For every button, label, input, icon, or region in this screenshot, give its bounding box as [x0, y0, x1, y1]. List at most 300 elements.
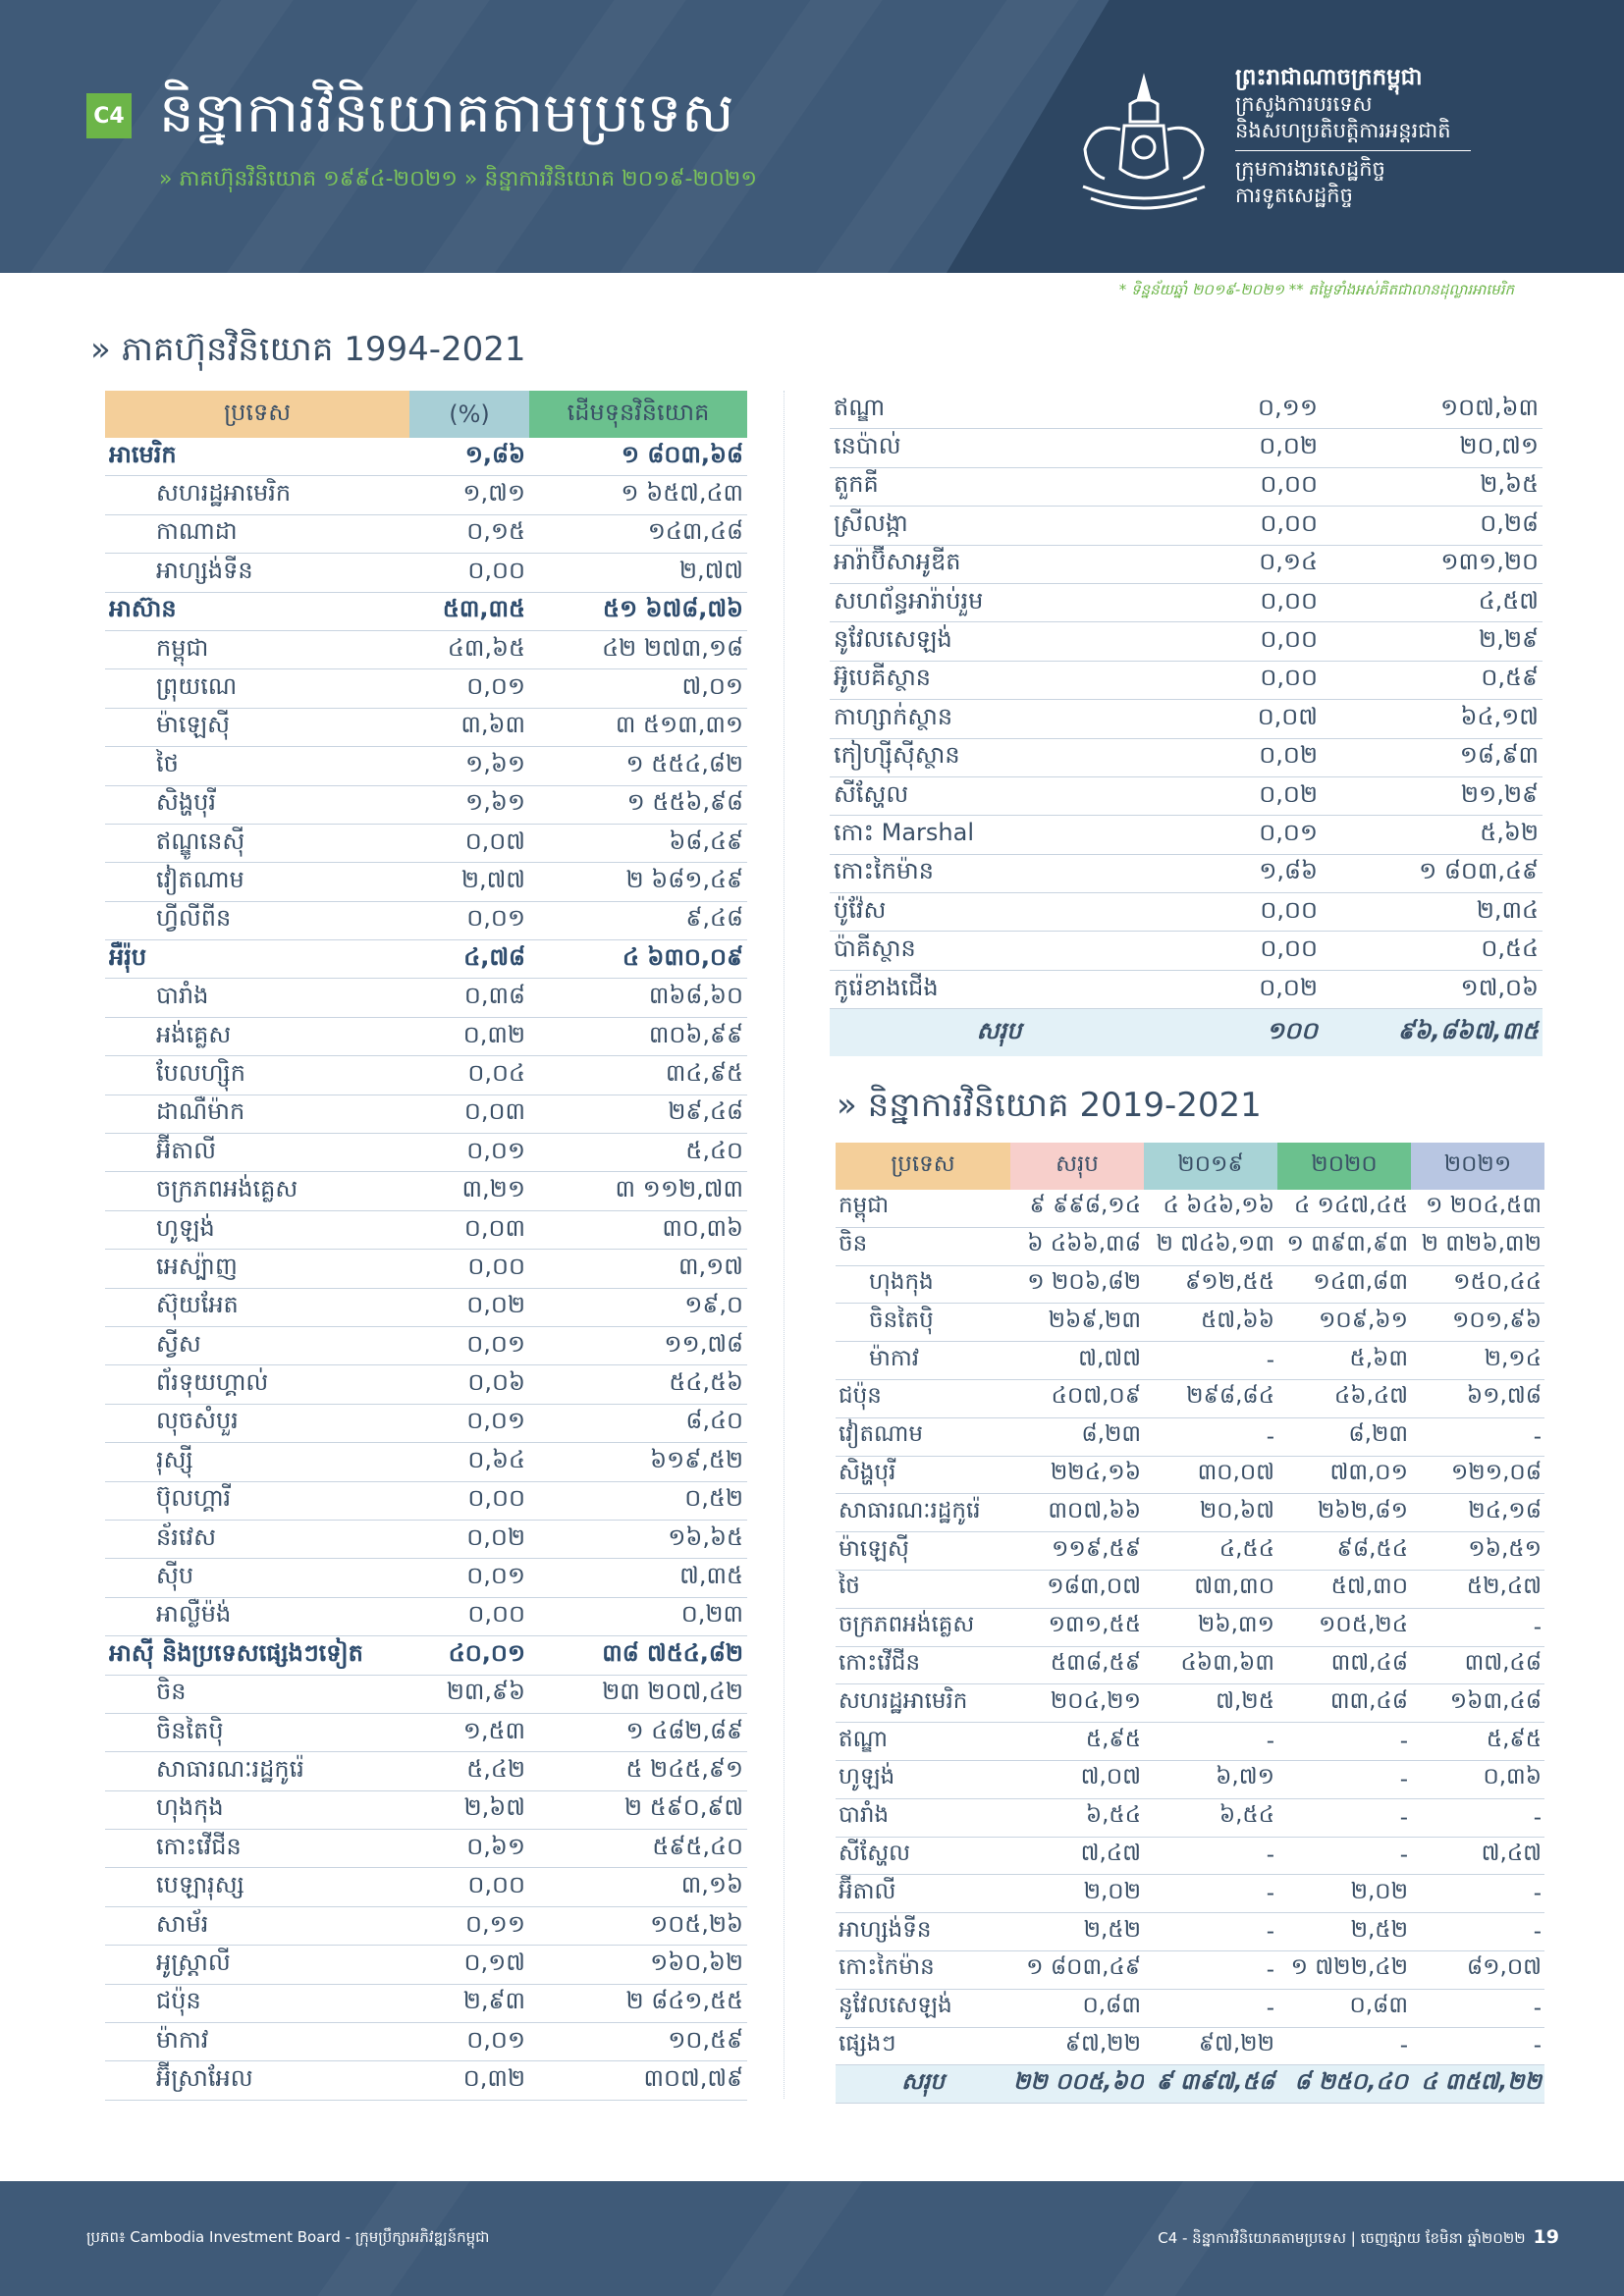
col-header-2019: ២០១៩	[1144, 1143, 1277, 1190]
capital-cell: ១៣១,២០	[1322, 545, 1543, 583]
capital-cell: ១ ៦៥៧,៤៣	[529, 476, 747, 514]
percent-cell: ០,០២	[1168, 776, 1322, 815]
value-2020-cell: ២,០២	[1277, 1875, 1411, 1913]
table-row	[830, 816, 1543, 854]
capital-cell: ៣៨ ៧៥៤,៨២	[529, 1636, 747, 1675]
capital-cell: ២០,៧១	[1322, 429, 1543, 467]
capital-cell: ០,២៨	[1322, 507, 1543, 545]
country-cell: ចិន	[836, 1227, 1010, 1265]
country-cell: សីស្ហែល	[830, 776, 1168, 815]
total-cell: ៧,០៧	[1010, 1760, 1144, 1798]
capital-cell: ៥,៦២	[1322, 816, 1543, 854]
capital-cell: ២៩,៤៨	[529, 1095, 747, 1133]
percent-cell: ០,០០	[1168, 622, 1322, 661]
value-2020-cell: ២,៥២	[1277, 1913, 1411, 1951]
table-row	[836, 1265, 1544, 1304]
table-row	[105, 1868, 747, 1906]
table-row	[836, 1608, 1544, 1646]
percent-cell: ០,០១	[409, 669, 529, 708]
value-2019-cell: -	[1144, 1837, 1277, 1875]
country-cell: ម៉ាឡេស៊ី	[105, 708, 409, 746]
capital-cell: ៥៤,៥៦	[529, 1365, 747, 1404]
value-2021-cell: ៨១,០៧	[1411, 1950, 1544, 1989]
col-header-2020: ២០២០	[1277, 1143, 1411, 1190]
country-cell: ន័រវេស	[105, 1520, 409, 1558]
country-cell: ថៃ	[836, 1570, 1010, 1608]
value-2020-cell: ៥៧,៣០	[1277, 1570, 1411, 1608]
value-2019-cell: ៧,២៥	[1144, 1684, 1277, 1723]
table-row	[830, 893, 1543, 932]
country-cell: កោះវើជីន	[105, 1830, 409, 1868]
ministry-block	[1235, 65, 1471, 209]
capital-cell: ១ ៤៨២,៨៩	[529, 1713, 747, 1751]
country-cell: សិង្ហបុរី	[836, 1456, 1010, 1494]
footer-info	[1158, 2226, 1559, 2251]
col-header-capital: ដើមទុនវិនិយោគ	[529, 391, 747, 438]
data-note: * ទិន្នន័យឆ្នាំ ២០១៩-២០២១ ** តម្លៃទាំងអស់គិតជាលានដុល្លារអាមេរិក	[1118, 281, 1514, 298]
total-2021: ៤ ៣៥៧,២២	[1411, 2065, 1544, 2104]
percent-cell: ០,០១	[409, 1326, 529, 1364]
column-divider	[784, 391, 785, 2099]
capital-cell: ០,៥៤	[1322, 932, 1543, 970]
total-label: សរុប	[830, 1009, 1168, 1057]
percent-cell: ២,៧៧	[409, 863, 529, 901]
table-row	[105, 1984, 747, 2022]
total-cell: ២០៤,២១	[1010, 1684, 1144, 1723]
value-2019-cell: -	[1144, 1342, 1277, 1380]
country-cell: អាល្លឺម៉ង់	[105, 1597, 409, 1635]
capital-cell: ៥ ២៤៥,៩១	[529, 1752, 747, 1790]
country-cell: អ៊ីតាលី	[105, 1134, 409, 1172]
value-2020-cell: ១ ៧២២,៤២	[1277, 1950, 1411, 1989]
percent-cell: ២,៩៣	[409, 1984, 529, 2022]
total-percent: ១០០	[1168, 1009, 1322, 1057]
percent-cell: ០,០១	[409, 1404, 529, 1442]
total-cell: ១៣១,៥៥	[1010, 1608, 1144, 1646]
page-subtitle: » ភាគហ៊ុនវិនិយោគ ១៩៩៤-២០២១ » និន្នាការវិនិយោគ ២០១៩-២០២១	[159, 167, 757, 191]
value-2019-cell: ២៦,៣១	[1144, 1608, 1277, 1646]
table-row	[836, 1342, 1544, 1380]
country-cell: កូរ៉េខាងជើង	[830, 970, 1168, 1008]
value-2020-cell: ៤៦,៤៧	[1277, 1379, 1411, 1417]
percent-cell: ០,០៤	[409, 1056, 529, 1095]
capital-cell: ២,៣៤	[1322, 893, 1543, 932]
country-cell: អាស៊ី និងប្រទេសផ្សេងៗទៀត	[105, 1636, 409, 1675]
value-2021-cell: ៣៧,៤៨	[1411, 1646, 1544, 1684]
value-2021-cell: -	[1411, 1989, 1544, 2027]
percent-cell: ០,០០	[409, 554, 529, 592]
country-cell: សាធារណៈរដ្ឋកូរ៉េ	[105, 1752, 409, 1790]
share-table-right	[830, 391, 1543, 1056]
total-cell: ១ ២០៦,៨២	[1010, 1265, 1144, 1304]
table-row	[836, 1570, 1544, 1608]
value-2020-cell: ៤ ១៤៧,៤៥	[1277, 1190, 1411, 1227]
percent-cell: ០,០៣	[409, 1095, 529, 1133]
table-row	[105, 1095, 747, 1133]
capital-cell: ៣,១៧	[529, 1250, 747, 1288]
col-header-country: ប្រទេស	[836, 1143, 1010, 1190]
value-2020-cell: ៣៧,៤៨	[1277, 1646, 1411, 1684]
value-2019-cell: ៤,៥៤	[1144, 1532, 1277, 1571]
page-number: 19	[1533, 2226, 1559, 2248]
capital-cell: ១៦០,៦២	[529, 1946, 747, 1984]
country-cell: ឥណ្ឌា	[836, 1723, 1010, 1761]
value-2020-cell: ៥,៦៣	[1277, 1342, 1411, 1380]
table-row	[836, 1760, 1544, 1798]
capital-cell: ១០,៥៩	[529, 2023, 747, 2061]
capital-cell: ៣ ៥១៣,៣១	[529, 708, 747, 746]
country-cell: ជប៉ុន	[836, 1379, 1010, 1417]
table-row	[836, 1190, 1544, 1227]
value-2021-cell: ១០១,៩៦	[1411, 1304, 1544, 1342]
working-group-cont: ការទូតសេដ្ឋកិច្ច	[1235, 184, 1353, 207]
value-2020-cell: ២៦២,៨១	[1277, 1494, 1411, 1532]
country-cell: នូវែលសេឡង់	[836, 1989, 1010, 2027]
table-row	[105, 554, 747, 592]
country-cell: ម៉ាកាវ	[836, 1342, 1010, 1380]
country-cell: វៀតណាម	[836, 1417, 1010, 1456]
capital-cell: ២,៦៥	[1322, 467, 1543, 506]
country-cell: ប៉ូវ៉ែស	[830, 893, 1168, 932]
capital-cell: ១៦,៦៥	[529, 1520, 747, 1558]
section-title-share: » ភាគហ៊ុនវិនិយោគ 1994-2021	[90, 330, 526, 369]
country-cell: អ៊ីស្រាអែល	[105, 2061, 409, 2100]
table-row	[836, 1304, 1544, 1342]
percent-cell: ០,១១	[409, 1906, 529, 1945]
capital-cell: ៧,០១	[529, 669, 747, 708]
country-cell: ឥណ្ឌា	[830, 391, 1168, 429]
region-row	[105, 940, 747, 979]
table-row	[836, 1379, 1544, 1417]
table-row	[830, 661, 1543, 699]
percent-cell: ០,៣២	[409, 1017, 529, 1055]
value-2020-cell: ១ ៣៩៣,៩៣	[1277, 1227, 1411, 1265]
country-cell: កោះ Marshal	[830, 816, 1168, 854]
country-cell: អាមេរិក	[105, 438, 409, 476]
table-row	[105, 1597, 747, 1635]
share-table-left	[105, 391, 747, 2101]
percent-cell: ០,១៤	[1168, 545, 1322, 583]
percent-cell: ០,០០	[409, 1868, 529, 1906]
country-cell: អាហ្សង់ទីន	[105, 554, 409, 592]
value-2019-cell: ៤ ៦៤៦,១៦	[1144, 1190, 1277, 1227]
country-cell: ស៊ុយអែត	[105, 1288, 409, 1326]
table-row	[836, 2027, 1544, 2065]
capital-cell: ១៤៣,៤៨	[529, 514, 747, 553]
percent-cell: ៤៣,៦៥	[409, 630, 529, 668]
total-cell: ២៦៩,២៣	[1010, 1304, 1144, 1342]
percent-cell: ០,០០	[1168, 661, 1322, 699]
percent-cell: ០,៦៤	[409, 1443, 529, 1481]
percent-cell: ១,៦១	[409, 747, 529, 785]
table-row	[830, 467, 1543, 506]
value-2019-cell: ៦,៧១	[1144, 1760, 1277, 1798]
value-2019-cell: -	[1144, 1950, 1277, 1989]
country-cell: ហុងកុង	[836, 1265, 1010, 1304]
country-cell: សហរដ្ឋអាមេរិក	[836, 1684, 1010, 1723]
percent-cell: ១,៨៦	[1168, 854, 1322, 892]
table-row	[830, 583, 1543, 621]
trend-table	[836, 1143, 1544, 2104]
country-cell: លុចសំបួរ	[105, 1404, 409, 1442]
table-row	[105, 1017, 747, 1055]
country-cell: ហូឡង់	[105, 1210, 409, 1249]
capital-cell: ២,៧៧	[529, 554, 747, 592]
table-row	[830, 700, 1543, 738]
value-2021-cell: ១៦៣,៤៨	[1411, 1684, 1544, 1723]
country-cell: កាហ្សាក់ស្ថាន	[830, 700, 1168, 738]
table-row	[836, 1913, 1544, 1951]
ministry-divider	[1235, 150, 1471, 151]
table-row	[105, 708, 747, 746]
table-row	[105, 1365, 747, 1404]
country-cell: ម៉ាឡេស៊ី	[836, 1532, 1010, 1571]
country-cell: កាណាដា	[105, 514, 409, 553]
country-cell: សាធារណៈរដ្ឋកូរ៉េ	[836, 1494, 1010, 1532]
percent-cell: ១,៦១	[409, 785, 529, 824]
capital-cell: ១០៧,៦៣	[1322, 391, 1543, 429]
country-cell: កោះកៃម៉ាន	[830, 854, 1168, 892]
value-2019-cell: -	[1144, 1417, 1277, 1456]
value-2021-cell: -	[1411, 1798, 1544, 1837]
value-2019-cell: ៩៧,២២	[1144, 2027, 1277, 2065]
percent-cell: ១,៧១	[409, 476, 529, 514]
value-2020-cell: ៣៣,៤៨	[1277, 1684, 1411, 1723]
col-header-percent: (%)	[409, 391, 529, 438]
capital-cell: ៧,៣៥	[529, 1559, 747, 1597]
table-row	[105, 979, 747, 1017]
percent-cell: ០,១៥	[409, 514, 529, 553]
country-cell: បែលហ្ស៊ិក	[105, 1056, 409, 1095]
percent-cell: ០,០១	[409, 2023, 529, 2061]
percent-cell: ០,០១	[1168, 816, 1322, 854]
table-row	[105, 669, 747, 708]
capital-cell: ០,៥២	[529, 1481, 747, 1520]
footer-chapter: C4 - និន្នាការវិនិយោគតាមប្រទេស | ចេញផ្សាយ ខែមិនា ឆ្នាំ២០២២	[1158, 2229, 1526, 2247]
value-2021-cell: ១២១,០៨	[1411, 1456, 1544, 1494]
value-2021-cell: -	[1411, 1913, 1544, 1951]
table-row	[830, 776, 1543, 815]
table-row	[105, 1520, 747, 1558]
country-cell: អឺរ៉ុប	[105, 940, 409, 979]
value-2019-cell: -	[1144, 1723, 1277, 1761]
percent-cell: ០,០០	[409, 1481, 529, 1520]
capital-cell: ២,២៩	[1322, 622, 1543, 661]
total-2019: ៩ ៣៩៧,៥៨	[1144, 2065, 1277, 2104]
value-2020-cell: ៨,២៣	[1277, 1417, 1411, 1456]
country-cell: អេស្ប៉ាញ	[105, 1250, 409, 1288]
capital-cell: ១១,៧៨	[529, 1326, 747, 1364]
trend-total-row	[836, 2065, 1544, 2104]
capital-cell: ៩,៤៨	[529, 901, 747, 939]
total-sum: ២២ ០០៥,៦០	[1010, 2065, 1144, 2104]
table-row	[105, 824, 747, 862]
country-cell: ជប៉ុន	[105, 1984, 409, 2022]
country-cell: វៀតណាម	[105, 863, 409, 901]
percent-cell: ០,០១	[409, 901, 529, 939]
capital-cell: ២ ៦៨១,៤៩	[529, 863, 747, 901]
percent-cell: ០,៣២	[409, 2061, 529, 2100]
table-row	[836, 1456, 1544, 1494]
value-2019-cell: ៦,៥៤	[1144, 1798, 1277, 1837]
percent-cell: ៥៣,៣៥	[409, 592, 529, 630]
table-row	[105, 785, 747, 824]
page-title: និន្នាការវិនិយោគតាមប្រទេស	[159, 81, 734, 145]
capital-cell: ៥១ ៦៧៨,៧៦	[529, 592, 747, 630]
ministry-name: ក្រសួងការបរទេស	[1235, 92, 1373, 116]
country-cell: បេឡារុស្ស	[105, 1868, 409, 1906]
capital-cell: ២ ៥៩០,៩៧	[529, 1790, 747, 1829]
value-2020-cell: ០,៨៣	[1277, 1989, 1411, 2027]
percent-cell: ៥,៤២	[409, 1752, 529, 1790]
capital-cell: ២ ៨៤១,៥៥	[529, 1984, 747, 2022]
ministry-kingdom: ព្រះរាជាណាចក្រកម្ពុជា	[1235, 65, 1423, 90]
country-cell: នេប៉ាល់	[830, 429, 1168, 467]
country-cell: ព័រទុយហ្គាល់	[105, 1365, 409, 1404]
table-row	[105, 1675, 747, 1713]
col-header-total: សរុប	[1010, 1143, 1144, 1190]
total-cell: ៧,៤៧	[1010, 1837, 1144, 1875]
total-cell: ៣០៧,៦៦	[1010, 1494, 1144, 1532]
capital-cell: ១ ៥៥៤,៨២	[529, 747, 747, 785]
value-2021-cell: ៥២,៤៧	[1411, 1570, 1544, 1608]
total-cell: ៥,៩៥	[1010, 1723, 1144, 1761]
percent-cell: ០,០០	[409, 1250, 529, 1288]
total-cell: ៩៧,២២	[1010, 2027, 1144, 2065]
country-cell: ចិន	[105, 1675, 409, 1713]
percent-cell: ០,០១	[409, 1559, 529, 1597]
value-2019-cell: ៥៧,៦៦	[1144, 1304, 1277, 1342]
region-row	[105, 592, 747, 630]
table-row	[105, 1713, 747, 1751]
percent-cell: ០,០២	[1168, 970, 1322, 1008]
value-2021-cell: ៥,៩៥	[1411, 1723, 1544, 1761]
percent-cell: ០,១៧	[409, 1946, 529, 1984]
value-2021-cell: ១៥០,៤៤	[1411, 1265, 1544, 1304]
table-row	[836, 1532, 1544, 1571]
percent-cell: ០,០០	[1168, 932, 1322, 970]
capital-cell: ០,២៣	[529, 1597, 747, 1635]
country-cell: កម្ពុជា	[836, 1190, 1010, 1227]
country-cell: សីស្ហែល	[836, 1837, 1010, 1875]
total-cell: ១៨៣,០៧	[1010, 1570, 1144, 1608]
percent-cell: ០,០៦	[409, 1365, 529, 1404]
table-row	[836, 1950, 1544, 1989]
capital-cell: ១៧,០៦	[1322, 970, 1543, 1008]
country-cell: ស្វីស	[105, 1326, 409, 1364]
percent-cell: ១,៨៦	[409, 438, 529, 476]
value-2020-cell: -	[1277, 1723, 1411, 1761]
capital-cell: ៦១៩,៥២	[529, 1443, 747, 1481]
capital-cell: ៣០៦,៩៩	[529, 1017, 747, 1055]
country-cell: បារាំង	[105, 979, 409, 1017]
capital-cell: ៣៦៨,៦០	[529, 979, 747, 1017]
value-2019-cell: -	[1144, 1989, 1277, 2027]
country-cell: ប៉ាគីស្ថាន	[830, 932, 1168, 970]
table-row	[105, 1326, 747, 1364]
capital-cell: ៥៩៥,៤០	[529, 1830, 747, 1868]
capital-cell: ០,៥៩	[1322, 661, 1543, 699]
value-2019-cell: ២ ៧៤៦,១៣	[1144, 1227, 1277, 1265]
percent-cell: ៤,៧៨	[409, 940, 529, 979]
country-cell: កោះកៃម៉ាន	[836, 1950, 1010, 1989]
percent-cell: ២,៦៧	[409, 1790, 529, 1829]
total-cell: ៩ ៩៩៨,១៤	[1010, 1190, 1144, 1227]
country-cell: អាស៊ាន	[105, 592, 409, 630]
capital-cell: ២៣ ២០៧,៤២	[529, 1675, 747, 1713]
country-cell: អូស្ត្រាលី	[105, 1946, 409, 1984]
value-2021-cell: -	[1411, 1875, 1544, 1913]
chapter-badge: C4	[86, 93, 132, 138]
percent-cell: ០,០៧	[409, 824, 529, 862]
percent-cell: ០,០២	[409, 1520, 529, 1558]
value-2020-cell: ១០៩,៦១	[1277, 1304, 1411, 1342]
capital-cell: ៥,៤០	[529, 1134, 747, 1172]
share-table-right-body	[830, 391, 1543, 1009]
region-row	[105, 1636, 747, 1675]
table-row	[105, 747, 747, 785]
country-cell: ចក្រភពអង់គ្លេស	[836, 1608, 1010, 1646]
section-title-trend: » និន្នាការវិនិយោគ 2019-2021	[837, 1086, 1262, 1125]
country-cell: ព្រុយណេ	[105, 669, 409, 708]
capital-cell: ១០៥,២៦	[529, 1906, 747, 1945]
total-cell: ៥៣៨,៥៩	[1010, 1646, 1144, 1684]
total-label: សរុប	[836, 2065, 1010, 2104]
table-row	[836, 1875, 1544, 1913]
col-header-country: ប្រទេស	[105, 391, 409, 438]
table-row	[836, 1798, 1544, 1837]
table-row	[836, 1989, 1544, 2027]
total-cell: ៦ ៤៦៦,៣៨	[1010, 1227, 1144, 1265]
table-header-row	[836, 1143, 1544, 1190]
table-row	[105, 901, 747, 939]
country-cell: សហរដ្ឋអាមេរិក	[105, 476, 409, 514]
country-cell: រុស្ស៊ី	[105, 1443, 409, 1481]
percent-cell: ០,០០	[1168, 467, 1322, 506]
footer-source: ប្រភព៖ Cambodia Investment Board - ក្រុមប្រឹក្សាអភិវឌ្ឍន៍កម្ពុជា	[86, 2228, 490, 2246]
country-cell: តួកគី	[830, 467, 1168, 506]
total-2020: ៨ ២៥០,៤០	[1277, 2065, 1411, 2104]
table-row	[830, 507, 1543, 545]
capital-cell: ១ ៨០៣,៦៨	[529, 438, 747, 476]
value-2020-cell: ១០៥,២៤	[1277, 1608, 1411, 1646]
capital-cell: ១ ៨០៣,៤៩	[1322, 854, 1543, 892]
percent-cell: ២៣,៩៦	[409, 1675, 529, 1713]
value-2020-cell: ៩៨,៥៤	[1277, 1532, 1411, 1571]
capital-cell: ៣០,៣៦	[529, 1210, 747, 1249]
country-cell: ចិនតៃប៉ិ	[836, 1304, 1010, 1342]
value-2020-cell: -	[1277, 1837, 1411, 1875]
table-row	[105, 1906, 747, 1945]
value-2021-cell: ៧,៤៧	[1411, 1837, 1544, 1875]
country-cell: ស្រីលង្កា	[830, 507, 1168, 545]
value-2019-cell: ៤៦៣,៦៣	[1144, 1646, 1277, 1684]
percent-cell: ៤០,០១	[409, 1636, 529, 1675]
value-2019-cell: -	[1144, 1913, 1277, 1951]
capital-cell: ១ ៥៥៦,៩៨	[529, 785, 747, 824]
value-2020-cell: -	[1277, 1798, 1411, 1837]
table-row	[836, 1417, 1544, 1456]
table-header-row	[105, 391, 747, 438]
capital-cell: ៣០៧,៧៩	[529, 2061, 747, 2100]
table-row	[105, 1752, 747, 1790]
total-cell: ៨,២៣	[1010, 1417, 1144, 1456]
table-row	[105, 1056, 747, 1095]
country-cell: ហូឡង់	[836, 1760, 1010, 1798]
table-row	[105, 514, 747, 553]
percent-cell: ០,១១	[1168, 391, 1322, 429]
country-cell: សហព័ន្ធអារ៉ាប់រួម	[830, 583, 1168, 621]
